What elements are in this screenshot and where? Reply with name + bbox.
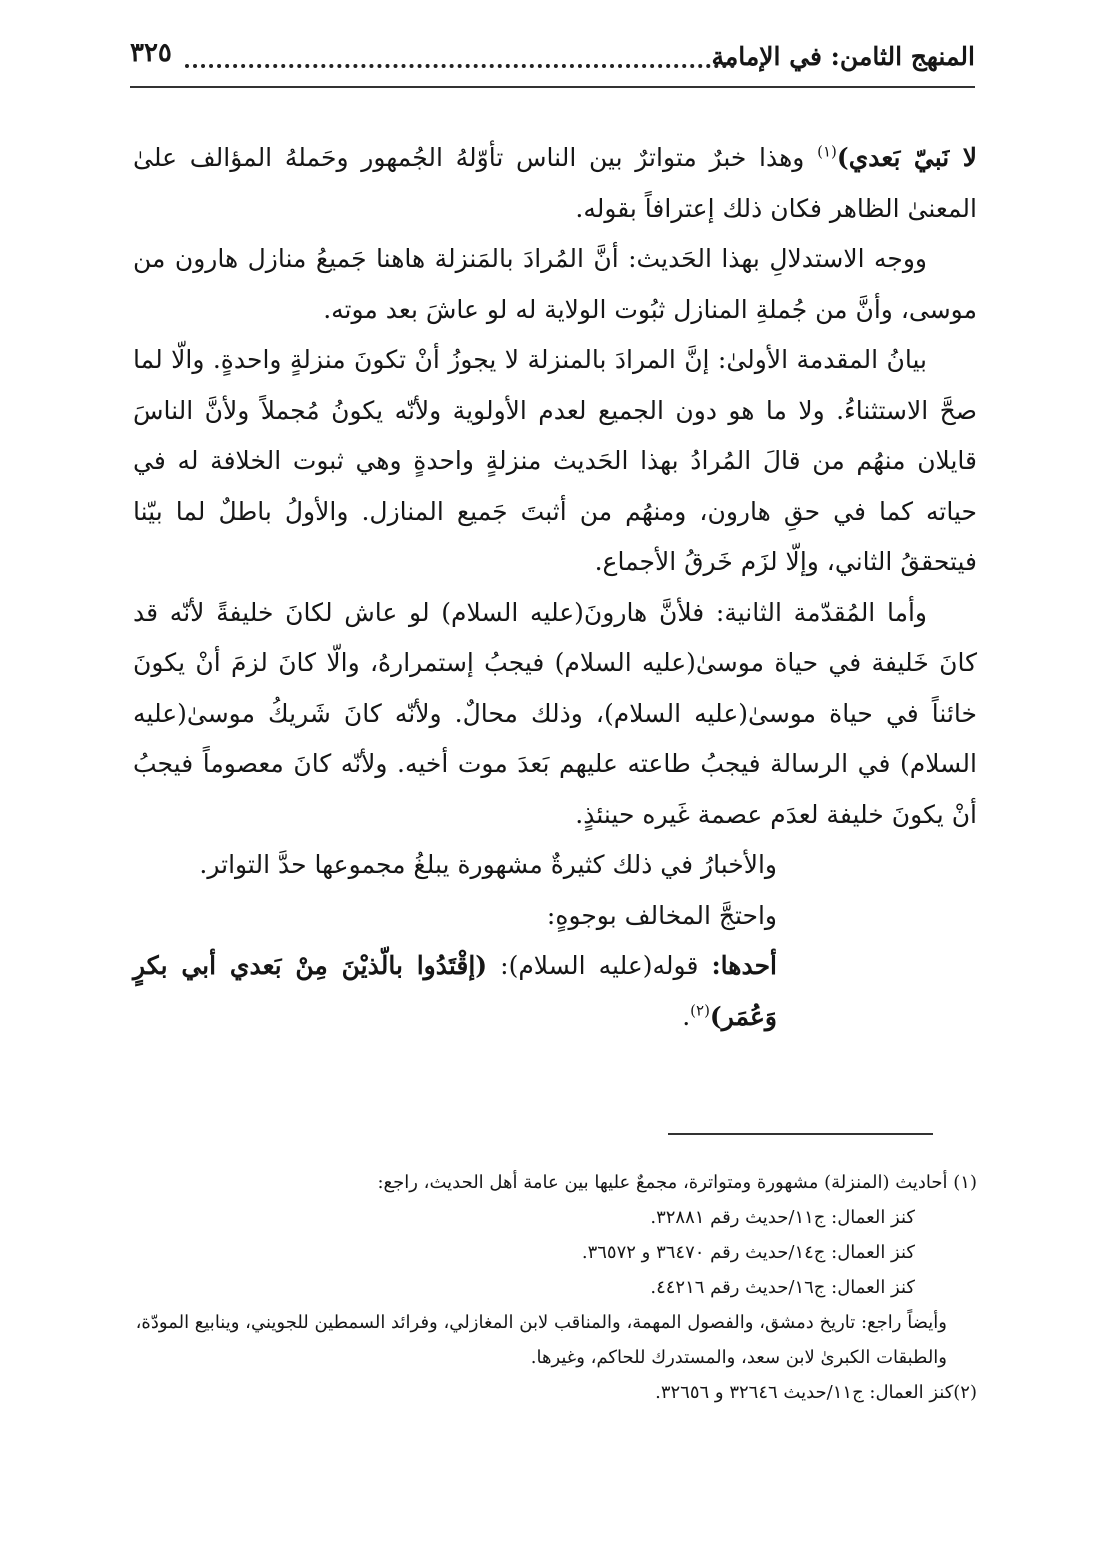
first-argument-label: أحدها: — [711, 951, 777, 980]
main-text — [133, 133, 977, 1042]
header-divider — [130, 86, 975, 88]
footnote-ref-1: (١) — [817, 142, 837, 161]
running-header — [130, 38, 975, 86]
footnotes — [133, 1165, 977, 1410]
footnote-1-ref-2: كنز العمال: ج١٤/حديث رقم ٣٦٤٧٠ و ٣٦٥٧٢. — [581, 1242, 915, 1263]
paragraph-7-text: قوله(عليه السلام): — [487, 951, 712, 980]
footnote-1-ref-3: كنز العمال: ج١٦/حديث رقم ٤٤٢١٦. — [650, 1277, 915, 1298]
footnote-divider — [668, 1133, 933, 1135]
chapter-title: المنهج الثامن: في الإمامة — [711, 42, 975, 71]
paragraph-1-text: وهذا خبرٌ متواترٌ بين الناس تأوّلهُ الجُمهور وحَملهُ المؤالف علىٰ المعنىٰ الظاهر فكان ذلك إعترافاً بقوله. — [133, 143, 977, 223]
page-number: ٣٢٥ — [130, 38, 172, 68]
footnote-ref-2: (٢) — [690, 1001, 710, 1020]
paragraph-7 — [133, 941, 977, 1042]
hadith-fragment: لا نَبيّ بَعدي) — [836, 143, 977, 172]
paragraph-6: واحتجَّ المخالف بوجوهٍ: — [546, 900, 777, 930]
footnote-1-more: وأيضاً راجع: تاريخ دمشق، والفصول المهمة، والمناقب لابن المغازلي، وفرائد السمطين للجويني، وينابيع المودّة، والطبقات الكبرىٰ لابن سعد، والمستدرك للحاكم، وغيرها. — [135, 1312, 947, 1368]
paragraph-3: بيانُ المقدمة الأولىٰ: إنَّ المرادَ بالمنزلة لا يجوزُ أنْ تكونَ منزلةٍ واحدةٍ. والّا لما صحَّ الاستثناءُ. ولا ما هو دون الجميع لعدم الأولوية ولأنّه يكونُ مُجملاً ولأنَّ الناسَ قايلان منهُم من قالَ المُرادُ بهذا الحَديث منزلةٍ واحدةٍ وهي ثبوت الخلافة له في حياته كما في حقِ هارون، ومنهُم من أثبتَ جَميع المنازل. والأولُ باطلٌ لما بيّنا فيتحققُ الثاني، وإلّا لزَم خَرقُ الأجماع. — [133, 345, 977, 576]
paragraph-5: والأخبارُ في ذلك كثيرةٌ مشهورة يبلغُ مجموعها حدَّ التواتر. — [199, 850, 777, 879]
paragraph-7-end: . — [682, 1001, 691, 1031]
paragraph-1 — [133, 133, 977, 234]
footnote-1-intro: (١) أحاديث (المنزلة) مشهورة ومتواترة، مجمعٌ عليها بين عامة أهل الحديث، راجع: — [377, 1172, 977, 1193]
paragraph-2: ووجه الاستدلالِ بهذا الحَديث: أنَّ المُرادَ بالمَنزلة هاهنا جَميعُ منازل هارون من موسى، وأنَّ من جُملةِ المنازل ثبُوت الولاية له لو عاشَ بعد موته. — [133, 244, 977, 324]
header-leader-dots — [185, 38, 735, 68]
footnote-2: (٢)كنز العمال: ج١١/حديث ٣٢٦٤٦ و ٣٢٦٥٦. — [655, 1382, 977, 1403]
hadith-quote: (إقْتَدُوا بالّذيْنَ مِنْ بَعدي أبي بكرٍ وَعُمَر) — [133, 951, 777, 1031]
paragraph-4: وأما المُقدّمة الثانية: فلأنَّ هارونَ(عليه السلام) لو عاش لكانَ خليفةً لأنّه قد كانَ خَليفة في حياة موسىٰ(عليه السلام) فيجبُ إستمرارهُ، والّا كانَ لزمَ أنْ يكونَ خائناً في حياة موسىٰ(عليه السلام)، وذلك محالٌ. ولأنّه كانَ شَريكُ موسىٰ(عليه السلام) في الرسالة فيجبُ طاعته عليهم بَعدَ موت أخيه. ولأنّه كانَ معصوماً فيجبُ أنْ يكونَ خليفة لعدَم عصمة غَيره حينئذٍ. — [133, 597, 977, 829]
footnote-1-ref-1: كنز العمال: ج١١/حديث رقم ٣٢٨٨١. — [650, 1207, 915, 1228]
